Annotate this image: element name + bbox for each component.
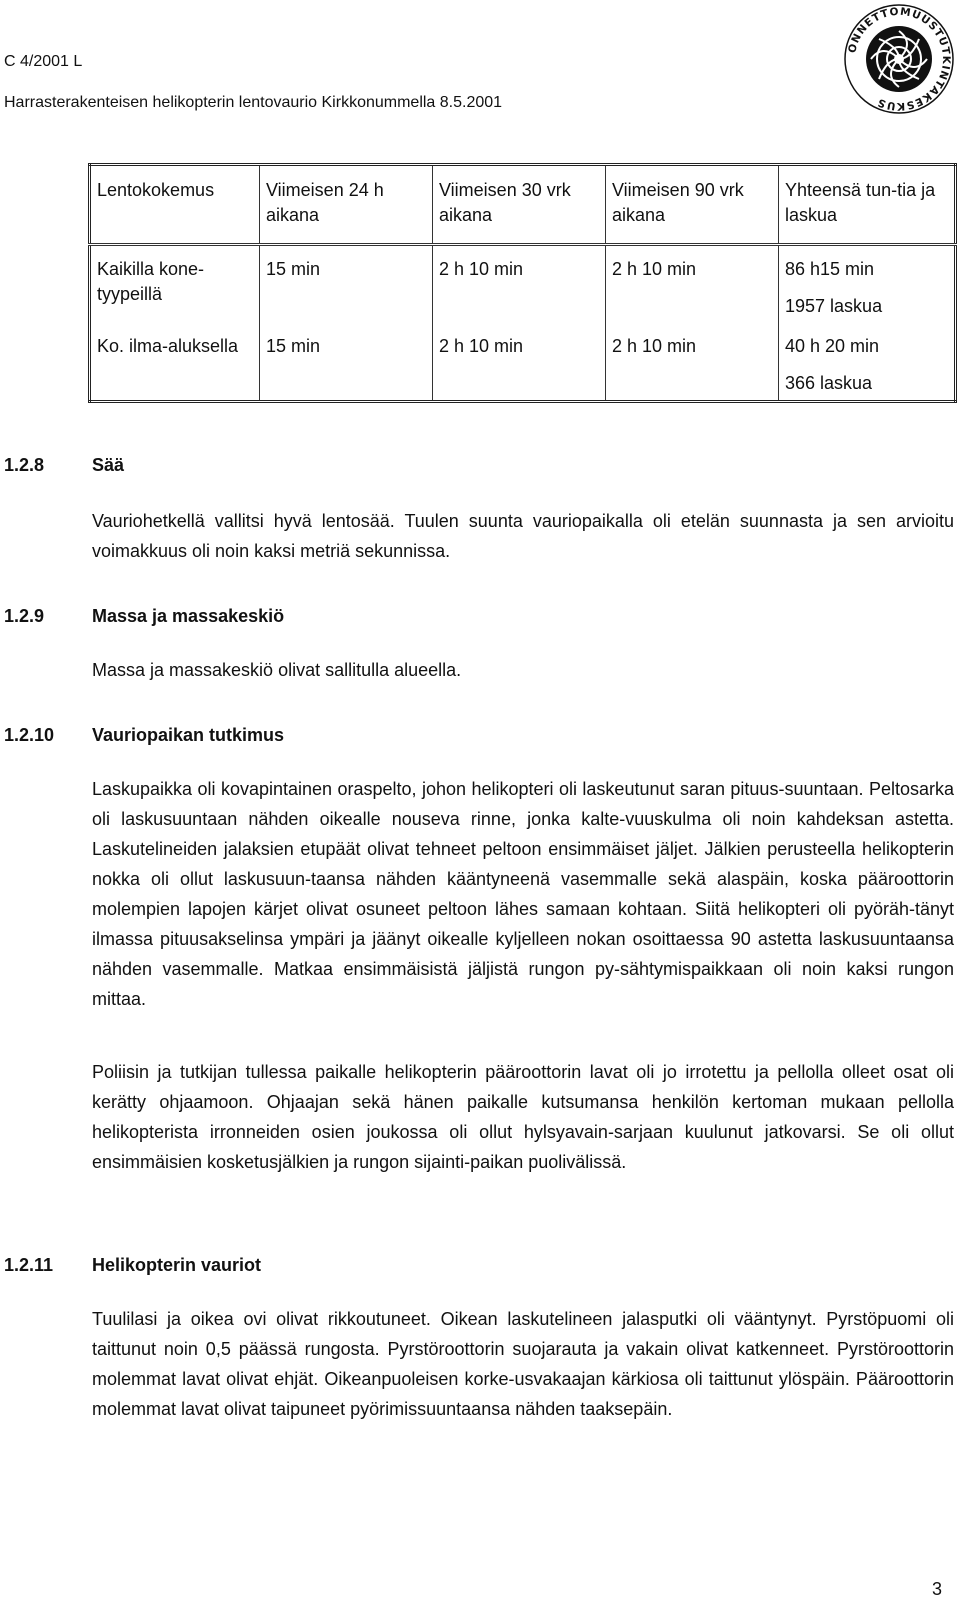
page-number: 3 bbox=[932, 1579, 943, 1599]
table-header-row bbox=[90, 165, 956, 245]
total-cell bbox=[779, 323, 956, 402]
table-row bbox=[90, 245, 956, 324]
section-title: Sää bbox=[92, 455, 125, 475]
total-landings: 366 laskua bbox=[785, 373, 873, 393]
table-cell: 15 min bbox=[260, 245, 433, 324]
total-hours: 40 h 20 min bbox=[785, 336, 880, 356]
section-title: Helikopterin vauriot bbox=[92, 1255, 262, 1275]
paragraph: Vauriohetkellä vallitsi hyvä lentosää. Tuulen suunta vauriopaikalla oli etelän suunnasta ja sen arvioitu voimakkuus oli noin kaksi metriä sekunnissa. bbox=[92, 511, 954, 561]
paragraph: Laskupaikka oli kovapintainen oraspelto, johon helikopteri oli laskeutunut saran pituus-suuntaan. Peltosarka oli laskusuuntaan nähden oikealle nouseva rinne, jonka kalte-vuuskulma oli noin kahdeksan astetta. Laskutelineiden jalaksien etupäät olivat tehneet peltoon ensimmäiset jäljet. Jälkien perusteella helikopterin nokka oli ollut laskusuun-taansa nähden kääntyneenä vasemmalle sekä alaspäin, koska pääroottorin molempien lapojen kärjet olivat osuneet peltoon lähes samaan kohtaan. Siitä helikopteri oli pyöräh-tänyt ilmassa pituusakselinsa ympäri ja jäänyt oikealle kyljelleen nokan osoittaessa 90 astetta laskusuuntaansa nähden vasemmalle. Matkaa ensimmäisistä jäljistä rungon py-sähtymispaikkaan oli noin kaksi rungon mittaa. bbox=[92, 779, 954, 1009]
flight-experience-table bbox=[88, 163, 957, 403]
section-number: 1.2.8 bbox=[4, 455, 45, 475]
table-cell: 15 min bbox=[260, 323, 433, 402]
header-cell: Lentokokemus bbox=[90, 165, 260, 245]
paragraph: Tuulilasi ja oikea ovi olivat rikkoutuneet. Oikean laskutelineen jalasputki oli vääntynyt. Pyrstöpuomi oli taittunut noin 0,5 päässä rungosta. Pyrstöroottorin suojarauta ja vakain olivat katkenneet. Pyrstöroottorin molemmat lavat olivat ehjät. Oikeanpuoleisen korke-usvakaajan kärkiosa oli taittunut ylöspäin. Pääroottorin molemmat lavat olivat taipuneet pyörimissuuntaansa nähden taaksepäin. bbox=[92, 1309, 954, 1419]
row-label: Kaikilla kone-tyypeillä bbox=[90, 245, 260, 324]
table-cell: 2 h 10 min bbox=[606, 245, 779, 324]
table-row bbox=[90, 323, 956, 402]
total-hours: 86 h15 min bbox=[785, 259, 875, 279]
document-subtitle: Harrasterakenteisen helikopterin lentovaurio Kirkkonummella 8.5.2001 bbox=[4, 94, 503, 111]
paragraph: Poliisin ja tutkijan tullessa paikalle helikopterin pääroottorin lavat oli jo irrotettu ja pellolla olleet osat oli kerätty ohjaamoon. Ohjaajan sekä hänen paikalle kutsumansa henkilön kertoman mukaan pellolla helikopterista irronneiden osien joukossa oli ollut hylsyavain-sarjaan kuulunut jatkovarsi. Se oli ollut ensimmäisien kosketusjälkien ja rungon sijainti-paikan puolivälissä. bbox=[92, 1062, 954, 1172]
header-cell: Viimeisen 90 vrk aikana bbox=[606, 165, 779, 245]
header-cell: Viimeisen 30 vrk aikana bbox=[433, 165, 606, 245]
document-id: C 4/2001 L bbox=[4, 53, 83, 70]
logo-ring-text: ONNETTOMUUSTUTKINTAKESKUS bbox=[846, 5, 953, 113]
section-title: Vauriopaikan tutkimus bbox=[92, 725, 285, 745]
section-title: Massa ja massakeskiö bbox=[92, 606, 285, 626]
section-number: 1.2.11 bbox=[4, 1255, 54, 1275]
table-cell: 2 h 10 min bbox=[433, 323, 606, 402]
header-cell: Yhteensä tun-tia ja laskua bbox=[779, 165, 956, 245]
total-cell bbox=[779, 245, 956, 324]
paragraph: Massa ja massakeskiö olivat sallitulla alueella. bbox=[92, 660, 462, 680]
section-number: 1.2.10 bbox=[4, 725, 55, 745]
section-number: 1.2.9 bbox=[4, 606, 45, 626]
table-cell: 2 h 10 min bbox=[606, 323, 779, 402]
table-cell: 2 h 10 min bbox=[433, 245, 606, 324]
total-landings: 1957 laskua bbox=[785, 296, 883, 316]
header-cell: Viimeisen 24 h aikana bbox=[260, 165, 433, 245]
otkes-logo bbox=[843, 3, 955, 115]
row-label: Ko. ilma-aluksella bbox=[90, 323, 260, 402]
